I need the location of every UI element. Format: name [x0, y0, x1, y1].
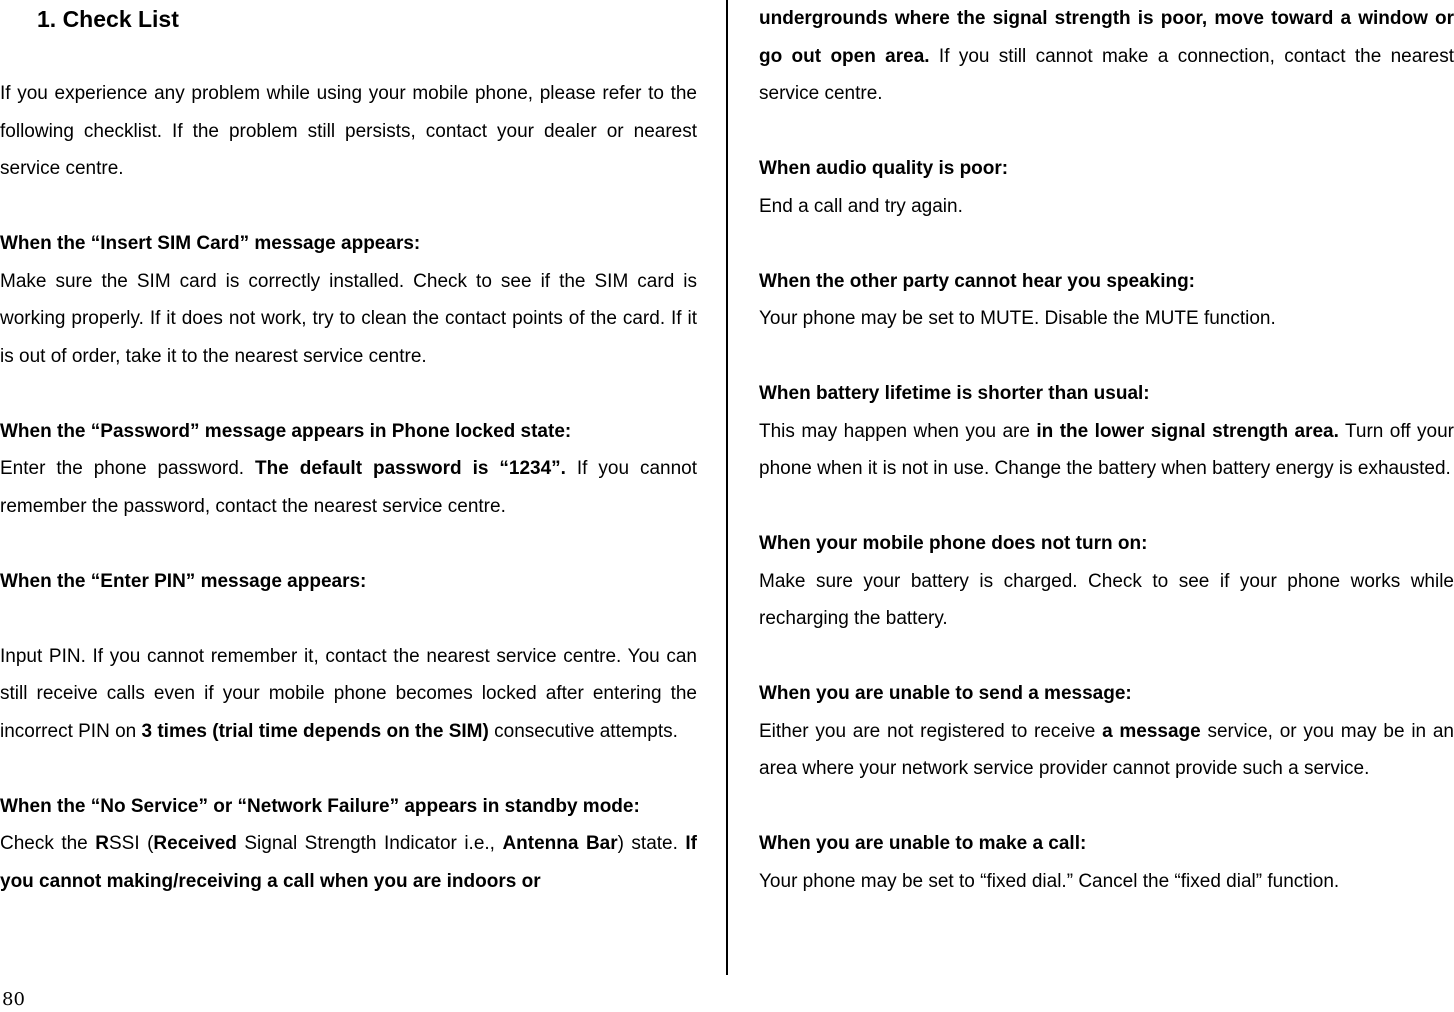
pin-subheading: When the “Enter PIN” message appears: [0, 570, 367, 592]
sim-card-text: Make sure the SIM card is correctly installed. Check to see if the SIM card is working properly. If it does not work, try to clean the contact points of the card. If it is out of order, take it to the nearest service centre. [0, 270, 697, 367]
power-text: Make sure your battery is charged. Check to see if your phone works while recharging the battery. [759, 570, 1454, 629]
right-column [759, 0, 1454, 900]
audio-subheading: When audio quality is poor: [759, 158, 1009, 179]
column-divider [726, 0, 728, 975]
message-text: Either you are not registered to receive a message service, or you may be in an area where your network service provider cannot provide such a service. [759, 720, 1454, 779]
power-subheading: When your mobile phone does not turn on: [759, 533, 1148, 554]
call-text: Your phone may be set to “fixed dial.” Cancel the “fixed dial” function. [759, 870, 1340, 892]
default-password-note: The default password is “1234”. [255, 458, 566, 479]
message-subheading: When you are unable to send a message: [759, 683, 1132, 704]
battery-text: This may happen when you are in the lower signal strength area. Turn off your phone when it is not in use. Change the battery when battery energy is exhausted. [759, 420, 1454, 479]
hear-text: Your phone may be set to MUTE. Disable the MUTE function. [759, 308, 1276, 329]
page-number: 80 [2, 989, 25, 1010]
battery-subheading: When battery lifetime is shorter than usual: [759, 383, 1150, 404]
call-subheading: When you are unable to make a call: [759, 833, 1087, 854]
section-heading: 1. Check List [37, 6, 179, 32]
left-column [0, 0, 697, 900]
hear-subheading: When the other party cannot hear you speaking: [759, 270, 1196, 292]
no-service-continuation: undergrounds where the signal strength is poor, move toward a window or go out open area. If you still cannot make a connection, contact the nearest service centre. [759, 8, 1454, 104]
sim-card-subheading: When the “Insert SIM Card” message appears: [0, 233, 421, 254]
password-text: Enter the phone password. The default password is “1234”. If you cannot remember the password, contact the nearest service centre. [0, 458, 697, 517]
audio-text: End a call and try again. [759, 195, 963, 217]
password-subheading: When the “Password” message appears in Phone locked state: [0, 420, 572, 442]
intro-paragraph: If you experience any problem while using your mobile phone, please refer to the following checklist. If the problem still persists, contact your dealer or nearest service centre. [0, 83, 697, 179]
pin-attempts-note: 3 times (trial time depends on the SIM) [141, 720, 489, 742]
no-service-text: Check the RSSI (Received Signal Strength Indicator i.e., Antenna Bar) state. If you cannot making/receiving a call when you are indoors or [0, 833, 698, 892]
no-service-subheading: When the “No Service” or “Network Failure” appears in standby mode: [0, 795, 640, 817]
pin-text: Input PIN. If you cannot remember it, contact the nearest service centre. You can still receive calls even if your mobile phone becomes locked after entering the incorrect PIN on 3 times (trial time depends on the SIM) consecutive attempts. [0, 645, 697, 742]
